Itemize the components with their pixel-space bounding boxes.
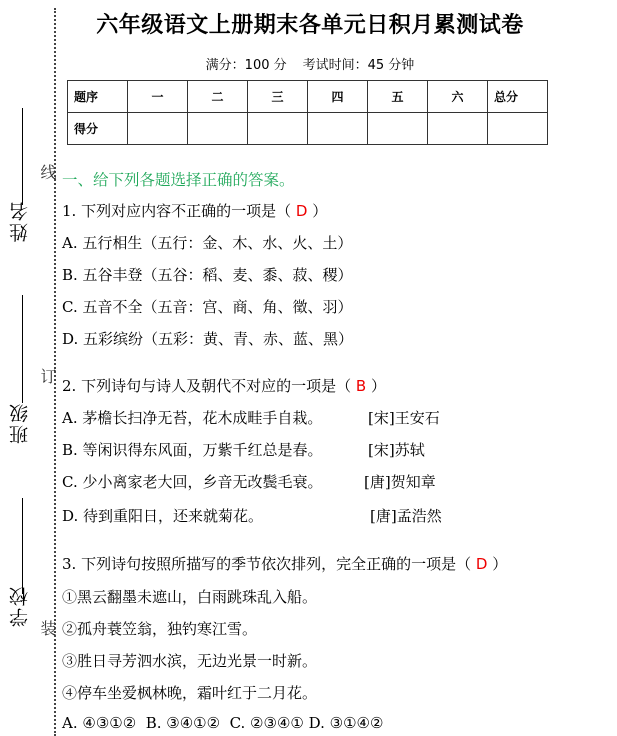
table-header: 一	[128, 81, 188, 113]
option: A. 五行相生（五行：金、木、水、火、土）	[62, 234, 353, 252]
close-paren: ）	[370, 377, 386, 395]
score-cell[interactable]	[488, 113, 548, 145]
option: D. 五彩缤纷（五彩：黄、青、赤、蓝、黑）	[62, 330, 354, 348]
table-row	[68, 113, 548, 145]
binding-mark-line: 线	[38, 164, 57, 180]
score-table	[67, 80, 548, 145]
option-source: [唐]贺知章	[364, 473, 436, 491]
answer: D	[475, 555, 488, 573]
poem-item: ②孤舟蓑笠翁，独钓寒江雪。	[62, 620, 258, 638]
poem-item: ①黑云翻墨未遮山，白雨跳珠乱入船。	[62, 588, 318, 606]
score-cell[interactable]	[188, 113, 248, 145]
table-header: 六	[428, 81, 488, 113]
question-1-stem	[62, 200, 327, 221]
score-cell[interactable]	[248, 113, 308, 145]
score-cell[interactable]	[428, 113, 488, 145]
table-header: 五	[368, 81, 428, 113]
class-underline	[22, 295, 23, 403]
table-header: 三	[248, 81, 308, 113]
stem-text: 1. 下列对应内容不正确的一项是（	[62, 202, 292, 220]
page-title: 六年级语文上册期末各单元日积月累测试卷	[96, 13, 524, 38]
table-header: 题序	[68, 81, 128, 113]
option-source: [宋]王安石	[368, 409, 440, 427]
school-underline	[22, 498, 23, 594]
class-label: 班级	[9, 402, 31, 444]
binding-mark-order: 订	[38, 368, 57, 384]
name-underline	[22, 108, 23, 205]
score-cell[interactable]	[128, 113, 188, 145]
answer: D	[295, 202, 308, 220]
choices: A. ④③①② B. ③④①② C. ②③④① D. ③①④②	[62, 714, 384, 732]
section-heading: 一、给下列各题选择正确的答案。	[62, 171, 295, 189]
poem-item: ③胜日寻芳泗水滨，无边光景一时新。	[62, 652, 318, 670]
score-cell[interactable]	[368, 113, 428, 145]
option-source: [唐]孟浩然	[370, 507, 442, 525]
score-cell[interactable]	[308, 113, 368, 145]
option-source: [宋]苏轼	[368, 441, 425, 459]
question-2-stem	[62, 375, 386, 396]
exam-time: 考试时间：45 分钟	[302, 58, 415, 73]
stem-text: 3. 下列诗句按照所描写的季节依次排列，完全正确的一项是（	[62, 555, 472, 573]
close-paren: ）	[492, 555, 508, 573]
option: C. 五音不全（五音：宫、商、角、徵、羽）	[62, 298, 353, 316]
question-3-stem	[62, 553, 507, 574]
option: B. 五谷丰登（五谷：稻、麦、黍、菽、稷）	[62, 266, 353, 284]
option: B. 等闲识得东风面，万紫千红总是春。	[62, 441, 323, 459]
option: D. 待到重阳日，还来就菊花。	[62, 507, 264, 525]
table-header-row	[68, 81, 548, 113]
row-label: 得分	[68, 113, 128, 145]
table-header: 二	[188, 81, 248, 113]
name-label: 姓名	[9, 200, 31, 242]
school-label: 学校	[9, 585, 31, 627]
poem-item: ④停车坐爱枫林晚，霜叶红于二月花。	[62, 684, 318, 702]
table-header: 四	[308, 81, 368, 113]
close-paren: ）	[312, 202, 328, 220]
full-score: 满分：100 分	[205, 58, 287, 73]
stem-text: 2. 下列诗句与诗人及朝代不对应的一项是（	[62, 377, 352, 395]
option: A. 茅檐长扫净无苔，花木成畦手自栽。	[62, 409, 323, 427]
answer: B	[355, 377, 367, 395]
exam-info	[60, 54, 560, 73]
option: C. 少小离家老大回，乡音无改鬓毛衰。	[62, 473, 323, 491]
table-header: 总分	[488, 81, 548, 113]
binding-mark-bind: 装	[38, 620, 57, 636]
